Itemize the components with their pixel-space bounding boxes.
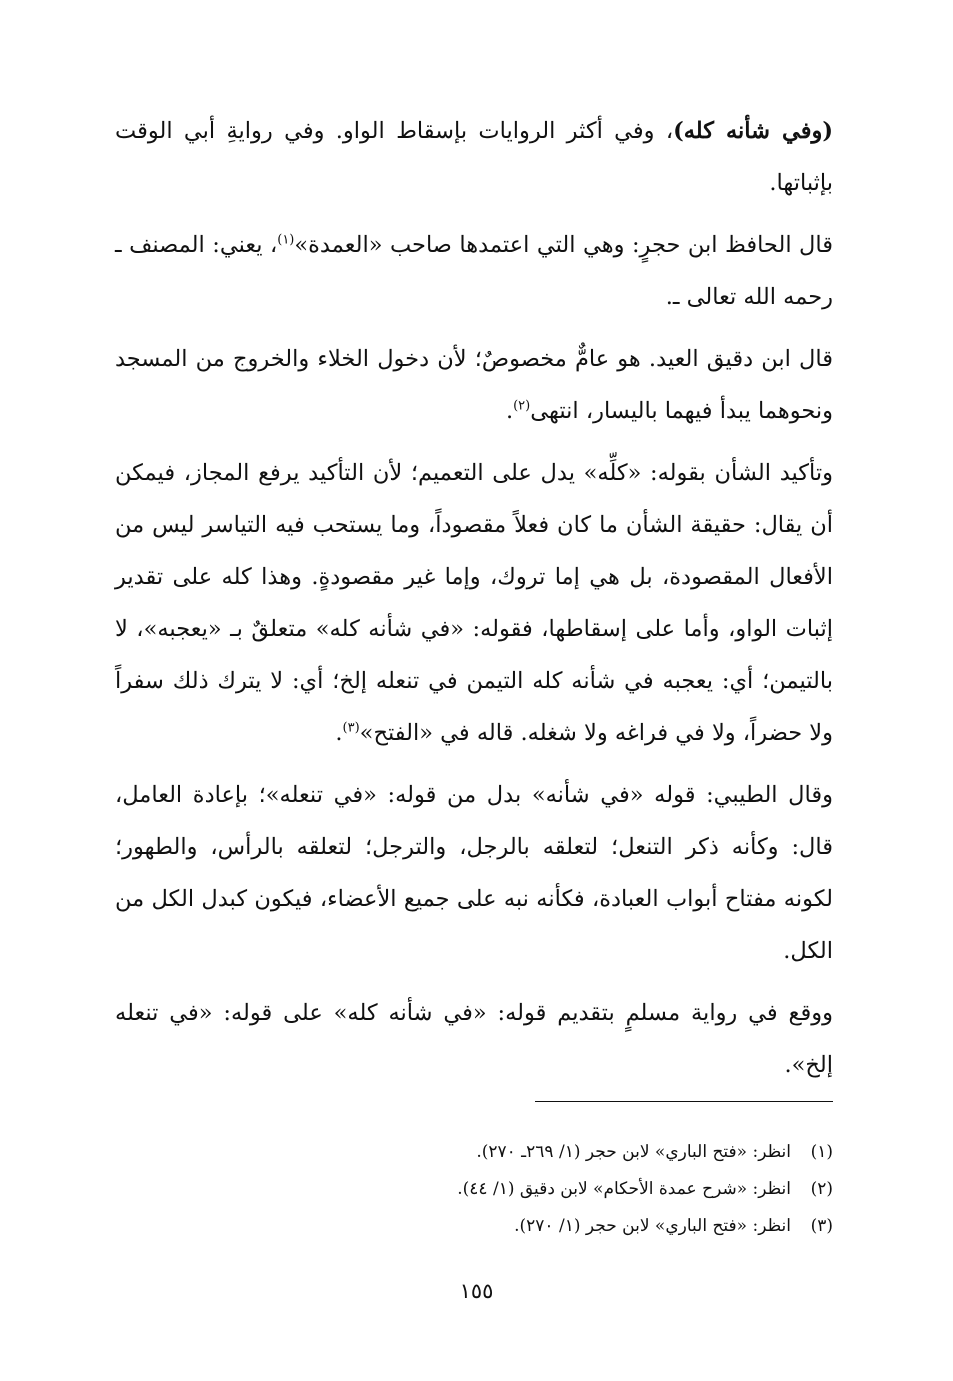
footnote-ref-3[interactable]: (٣): [342, 720, 360, 736]
paragraph-6: [115, 987, 833, 1091]
paragraph-text-continued: ، يعني: المصنف ـ رحمه الله تعالى ـ.: [115, 232, 833, 310]
paragraph-text: وقال الطيبي: قوله «في شأنه» بدل من قوله: «في تنعله»؛ بإعادة العامل، قال: وكأنه ذكر التنعل؛ لتعلقه بالرجل، والترجل؛ لتعلقه بالرأس، والطهور؛ لكونه مفتاح أبواب العبادة، فكأنه نبه على جميع الأعضاء، فيكون كبدل الكل من الكل.: [115, 782, 833, 964]
footnote-2: [233, 1171, 833, 1208]
footnotes: [233, 1134, 833, 1245]
footnote-text: انظر: «شرح عمدة الأحكام» لابن دقيق (١/ ٤٤).: [457, 1179, 791, 1199]
paragraph-text-continued: .: [335, 720, 343, 746]
footnote-1: [233, 1134, 833, 1171]
paragraph-text: ، وفي أكثر الروايات بإسقاط الواو. وفي روايةِ أبي الوقت بإثباتها.: [115, 118, 833, 196]
paragraph-text: وتأكيد الشأن بقوله: «كلِّه» يدل على التعميم؛ لأن التأكيد يرفع المجاز، فيمكن أن يقال: حقيقة الشأن ما كان فعلاً مقصوداً، وما يستحب فيه التياسر ليس من الأفعال المقصودة، بل هي إما تروك، وإما غير مقصودةٍ. وهذا كله على تقدير إثبات الواو، وأما على إسقاطها، فقوله: «في شأنه كله» متعلقٌ بـ «يعجبه»، لا بالتيمن؛ أي: يعجبه في شأنه كله التيمن في تنعله إلخ؛ أي: لا يترك ذلك سفراً ولا حضراً، ولا في فراغه ولا شغله. قاله في «الفتح»: [115, 460, 833, 746]
paragraph-text: قال ابن دقيق العيد. هو عامٌّ مخصوصٌ؛ لأن دخول الخلاء والخروج من المسجد ونحوهما يبدأ فيهما باليسار، انتهى: [115, 346, 833, 424]
quoted-phrase-bold: (وفي شأنه كله): [673, 118, 834, 144]
footnote-3: [233, 1208, 833, 1245]
paragraph-4: [115, 447, 833, 759]
page-body: [115, 105, 833, 1101]
footnote-ref-2[interactable]: (٢): [513, 398, 531, 414]
paragraph-text: قال الحافظ ابن حجرٍ: وهي التي اعتمدها صاحب «العمدة»: [294, 232, 833, 258]
footnote-separator: [535, 1101, 833, 1102]
paragraph-text: ووقع في رواية مسلمٍ بتقديم قوله: «في شأنه كله» على قوله: «في تنعله إلخ».: [115, 1000, 833, 1078]
footnote-number: (١): [810, 1142, 833, 1162]
footnote-number: (٢): [810, 1179, 833, 1199]
page-number: ١٥٥: [459, 1279, 494, 1303]
paragraph-1: [115, 105, 833, 209]
footnote-text: انظر: «فتح الباري» لابن حجر (١/ ٢٦٩ـ ٢٧٠).: [476, 1142, 791, 1162]
footnote-number: (٣): [810, 1216, 833, 1236]
paragraph-3: [115, 333, 833, 437]
footnote-ref-1[interactable]: (١): [277, 232, 295, 248]
footnote-text: انظر: «فتح الباري» لابن حجر (١/ ٢٧٠).: [514, 1216, 791, 1236]
paragraph-text-continued: .: [505, 398, 514, 424]
paragraph-2: [115, 219, 833, 323]
paragraph-5: [115, 769, 833, 977]
